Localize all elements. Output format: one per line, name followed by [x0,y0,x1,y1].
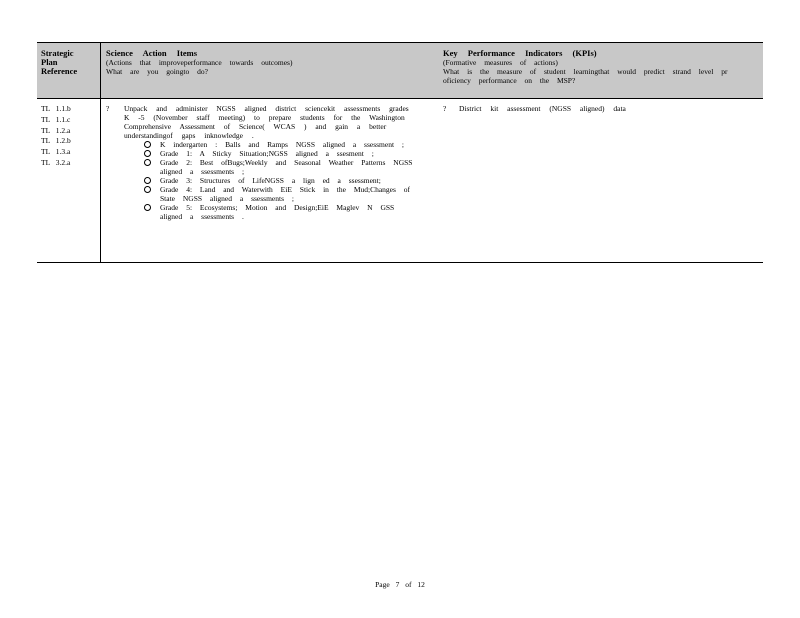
header-col3-title: Key Performance Indicators (KPIs) [443,48,597,58]
header-col3-subtitle: (Formative measures of actions) [443,58,558,67]
table-header-row [37,43,763,99]
header-science-action-items [101,43,440,99]
circle-bullet-icon [144,141,151,148]
ref-item: TL 1.1.c [41,114,71,124]
header-col1-title: Strategic Plan Reference [41,48,78,76]
circle-bullet-icon [144,177,151,184]
kpi-text: District kit assessment (NGSS aligned) data [459,104,626,113]
kpi-cell [439,99,763,263]
ref-item: TL 1.1.b [41,104,71,113]
header-col2-title: Science Action Items [106,48,198,58]
list-item: Grade 2: Best ofBugs;Weekly and Seasonal Weather Patterns NGSS aligned a ssessments ; [144,158,420,176]
ref-item: TL 1.2.b [41,136,71,146]
ref-item: TL 1.2.a [41,125,71,135]
ref-list [37,99,100,169]
list-item: Grade 3: Structures of LifeNGSS a lign ed a ssessment; [144,176,420,185]
header-strategic-plan-reference [37,43,101,99]
action-bullet-icon: ? [106,104,110,113]
action-text: Unpack and administer NGSS aligned district sciencekit assessments grades K -5 (November staff meeting) to prepare students for the Washington Comprehensive Assessment of Science( WCAS ) and gain a better understandingof gaps inknowledge . [124,104,409,140]
circle-bullet-icon [144,159,151,166]
ref-item: TL 3.2.a [41,157,71,167]
header-col2-subtitle: (Actions that improveperformance towards outcomes) [106,58,293,67]
circle-bullet-icon [144,204,151,211]
circle-bullet-icon [144,150,151,157]
list-item: Grade 4: Land and Waterwith EiE Stick in the Mud;Changes of State NGSS aligned a ssessments ; [144,185,420,203]
action-cell [101,99,440,263]
kpi-bullet-icon: ? [443,104,447,113]
table-body-row [37,99,763,263]
grade-assessment-list [106,140,439,221]
header-col2-question: What are you goingto do? [106,67,208,76]
circle-bullet-icon [144,186,151,193]
page-number: Page 7 of 12 [375,580,425,589]
strategic-plan-table [37,42,763,263]
list-item: K indergarten : Balls and Ramps NGSS aligned a ssessment ; [144,140,420,149]
ref-item: TL 1.3.a [41,147,71,157]
header-key-performance-indicators [439,43,763,99]
refs-cell [37,99,101,263]
list-item: Grade 5: Ecosystems; Motion and Design;EiE Maglev N GSS aligned a ssessments . [144,203,420,221]
list-item: Grade 1: A Sticky Situation;NGSS aligned a ssesment ; [144,149,420,158]
header-col3-question: What is the measure of student learningthat would predict strand level pr oficiency performance on the MSP? [443,67,728,85]
